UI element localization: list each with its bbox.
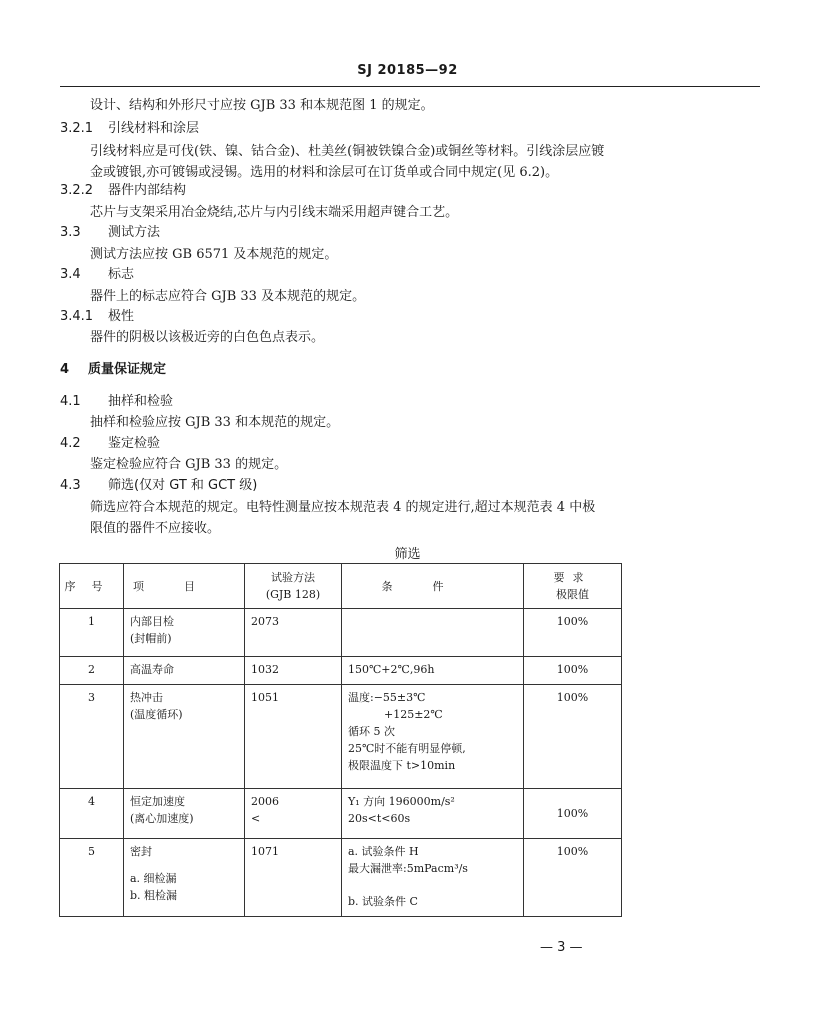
cell-condition: 150℃+2℃,96h	[342, 657, 524, 685]
table-row	[60, 609, 622, 657]
table-row	[60, 657, 622, 685]
page-number: — 3 —	[540, 940, 583, 955]
section-number: 4.2	[60, 436, 81, 451]
section-4-3-text-line2: 限值的器件不应接收。	[90, 521, 221, 536]
section-title: 质量保证规定	[88, 362, 167, 377]
section-number: 3.4.1	[60, 309, 94, 324]
cell-method: 2073	[245, 609, 342, 657]
section-number: 4	[60, 362, 70, 377]
cell-method: 1051	[245, 685, 342, 789]
cell-item: 密封 a. 细检漏 b. 粗检漏	[124, 839, 245, 917]
section-3-2-1-text-line1: 引线材料应是可伐(铁、镍、钴合金)、杜美丝(铜被铁镍合金)或铜丝等材料。引线涂层应镀	[90, 144, 605, 159]
section-title: 极性	[108, 309, 135, 324]
cell-seq: 2	[60, 657, 124, 685]
section-number: 3.3	[60, 225, 81, 240]
section-title: 引线材料和涂层	[108, 121, 200, 136]
section-4-3-heading	[60, 477, 257, 495]
cell-seq: 5	[60, 839, 124, 917]
section-4-2-text: 鉴定检验应符合 GJB 33 的规定。	[90, 457, 288, 472]
header-method: 试验方法 (GJB 128)	[245, 564, 342, 609]
cell-seq: 3	[60, 685, 124, 789]
header-seq: 序号	[60, 564, 124, 609]
section-3-4-1-text: 器件的阴极以该极近旁的白色色点表示。	[90, 330, 325, 345]
section-number: 3.4	[60, 267, 81, 282]
section-number: 3.2.1	[60, 121, 94, 136]
header-rule	[60, 86, 760, 87]
design-paragraph: 设计、结构和外形尺寸应按 GJB 33 和本规范图 1 的规定。	[90, 98, 434, 113]
section-number: 4.1	[60, 394, 81, 409]
section-title: 抽样和检验	[108, 394, 174, 409]
header-condition: 条件	[342, 564, 524, 609]
section-4-1-text: 抽样和检验应按 GJB 33 和本规范的规定。	[90, 415, 340, 430]
section-title: 器件内部结构	[108, 183, 187, 198]
cell-requirement: 100%	[524, 789, 622, 839]
section-3-2-2-text: 芯片与支架采用冶金烧结,芯片与内引线末端采用超声键合工艺。	[90, 205, 459, 220]
cell-condition: Y₁ 方向 196000m/s² 20s<t<60s	[342, 789, 524, 839]
header-item: 项目	[124, 564, 245, 609]
cell-requirement: 100%	[524, 685, 622, 789]
table-row	[60, 839, 622, 917]
section-4-3-text-line1: 筛选应符合本规范的规定。电特性测量应按本规范表 4 的规定进行,超过本规范表 4 中极	[90, 500, 596, 515]
table-row	[60, 789, 622, 839]
section-number: 3.2.2	[60, 183, 94, 198]
cell-method: 2006 <	[245, 789, 342, 839]
cell-item: 恒定加速度 (离心加速度)	[124, 789, 245, 839]
cell-requirement: 100%	[524, 657, 622, 685]
section-3-2-1-heading	[60, 120, 199, 138]
section-4-2-heading	[60, 435, 160, 453]
section-3-4-text: 器件上的标志应符合 GJB 33 及本规范的规定。	[90, 289, 366, 304]
section-title: 测试方法	[108, 225, 161, 240]
cell-method: 1071	[245, 839, 342, 917]
section-3-4-heading	[60, 266, 134, 284]
table-caption: 筛选	[394, 547, 421, 562]
section-3-4-1-heading	[60, 308, 134, 326]
section-title: 鉴定检验	[108, 436, 161, 451]
cell-requirement: 100%	[524, 839, 622, 917]
document-number: SJ 20185—92	[357, 63, 458, 78]
section-title: 标志	[108, 267, 135, 282]
table-header-row	[60, 564, 622, 609]
section-3-2-2-heading	[60, 182, 186, 200]
table-row	[60, 685, 622, 789]
header-requirement: 要求 极限值	[524, 564, 622, 609]
cell-item: 内部目检 (封帽前)	[124, 609, 245, 657]
cell-condition: a. 试验条件 H 最大漏泄率:5mPacm³/s b. 试验条件 C	[342, 839, 524, 917]
cell-condition	[342, 609, 524, 657]
section-3-3-text: 测试方法应按 GB 6571 及本规范的规定。	[90, 247, 338, 262]
section-3-3-heading	[60, 224, 160, 242]
section-4-heading	[60, 361, 166, 379]
section-title: 筛选(仅对 GT 和 GCT 级)	[108, 478, 258, 493]
cell-seq: 1	[60, 609, 124, 657]
section-4-1-heading	[60, 393, 173, 411]
cell-seq: 4	[60, 789, 124, 839]
section-number: 4.3	[60, 478, 81, 493]
cell-condition: 温度:−55±3℃ +125±2℃ 循环 5 次 25℃时不能有明显停顿, 极限温度下 t>10min	[342, 685, 524, 789]
section-3-2-1-text-line2: 金或镀银,亦可镀锡或浸锡。选用的材料和涂层可在订货单或合同中规定(见 6.2)。	[90, 165, 559, 180]
cell-item: 高温寿命	[124, 657, 245, 685]
cell-requirement: 100%	[524, 609, 622, 657]
screening-table	[59, 563, 622, 917]
cell-method: 1032	[245, 657, 342, 685]
cell-item: 热冲击 (温度循环)	[124, 685, 245, 789]
